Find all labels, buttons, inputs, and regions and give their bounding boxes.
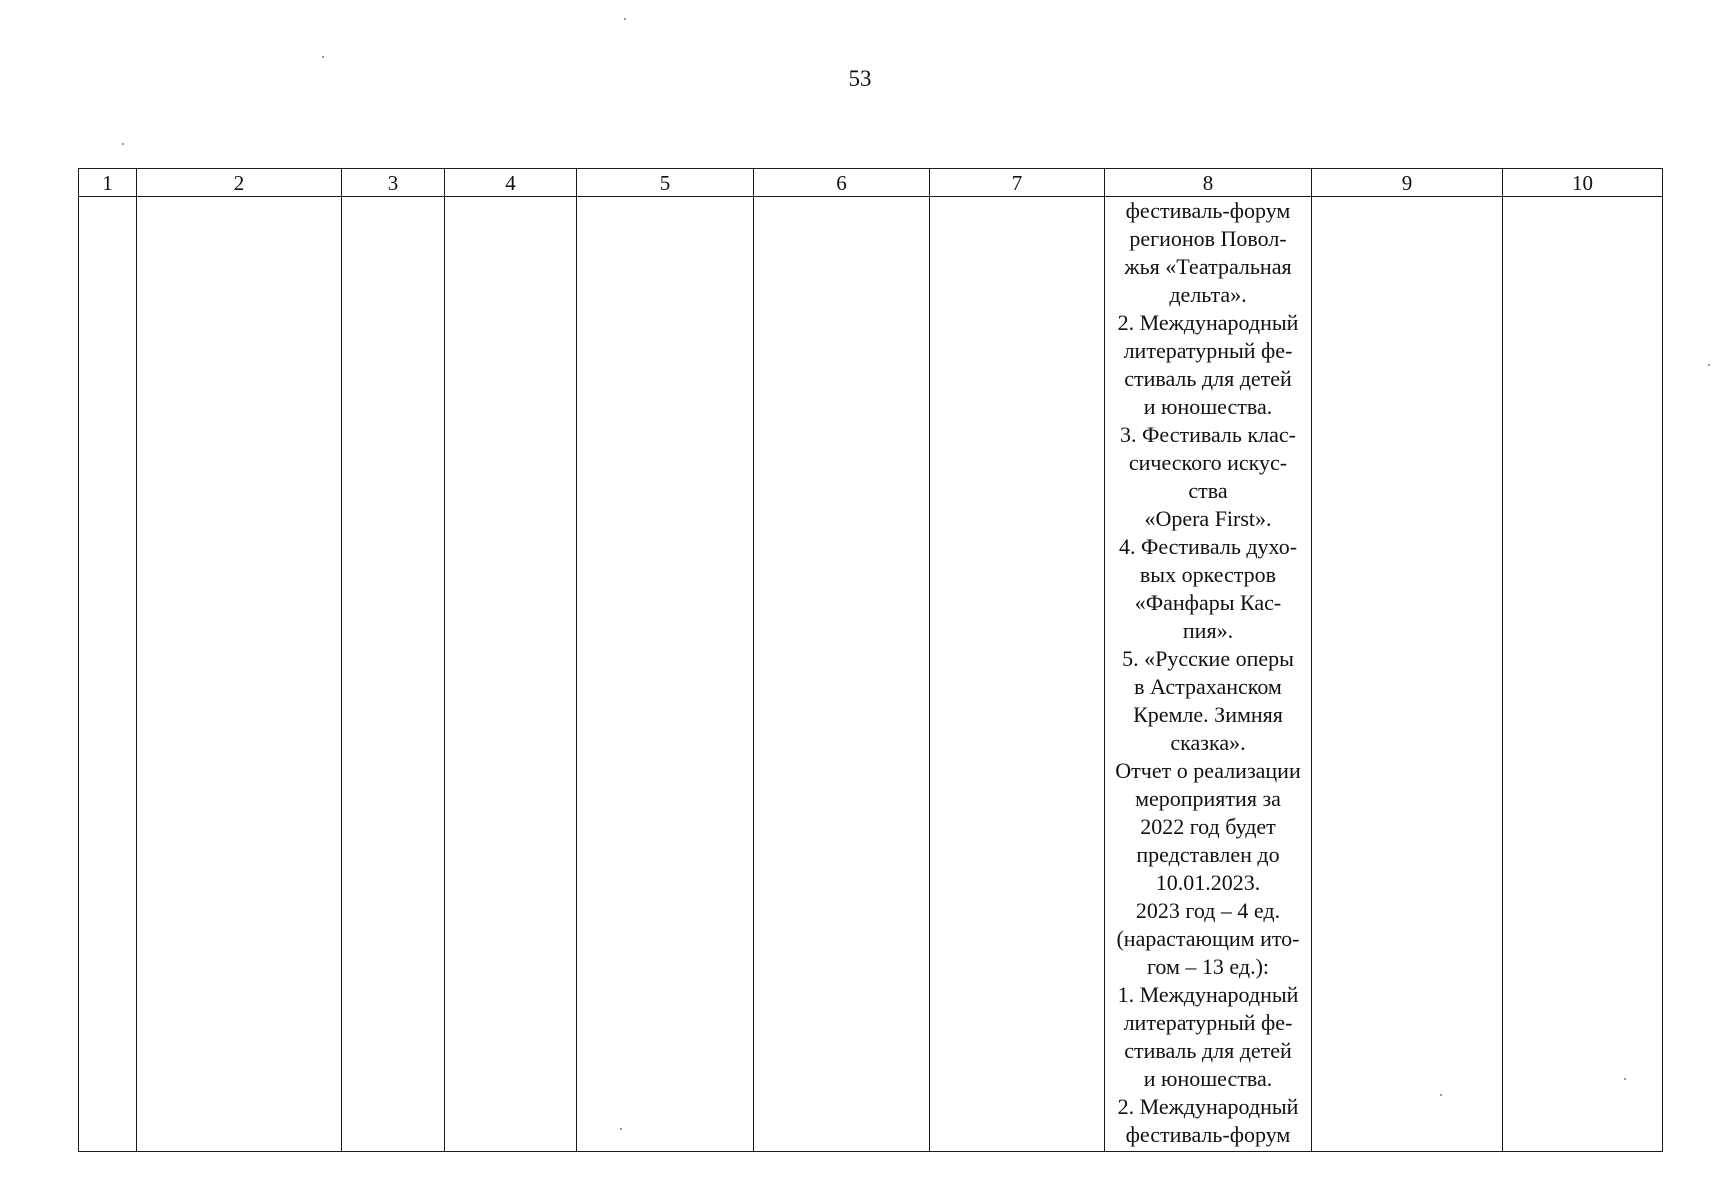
column-header-6: 6 [754,169,930,197]
header-row [79,169,1663,197]
cell-text-line: литературный фе- [1123,1010,1293,1035]
cell-text-line: 4. Фестиваль духо- [1118,534,1298,559]
cell-text-line: дельта». [1169,282,1247,307]
column-header-4: 4 [445,169,577,197]
cell-text-line: литературный фе- [1123,338,1293,363]
scan-speck [1440,1094,1442,1096]
cell-text-line: Кремле. Зимняя [1133,702,1283,727]
cell-col-7 [930,197,1105,1152]
column-header-2: 2 [137,169,342,197]
cell-text-line: 2023 год – 4 ед. [1135,898,1281,923]
cell-text-line: (нарастающим ито- [1116,926,1300,951]
scan-speck [624,18,626,20]
cell-text-line: Отчет о реализации [1115,758,1301,783]
cell-text-line: сического искус- [1128,450,1288,475]
table-row [79,197,1663,1152]
cell-col-5 [577,197,754,1152]
cell-text-line: представлен до [1136,842,1280,867]
column-header-10: 10 [1503,169,1663,197]
cell-text-line: 1. Международный [1117,982,1299,1007]
scan-speck [620,1128,622,1130]
cell-text-line: ства [1188,478,1228,503]
cell-text-line: «Opera First». [1144,506,1272,531]
page-number: 53 [848,66,872,91]
cell-text-line: 3. Фестиваль клас- [1120,422,1296,447]
scan-speck [122,143,124,145]
column-header-3: 3 [342,169,445,197]
column-header-1: 1 [79,169,137,197]
column-header-9: 9 [1312,169,1503,197]
column-header-7: 7 [930,169,1105,197]
column-header-8: 8 [1105,169,1312,197]
scan-speck [322,56,324,58]
cell-col-4 [445,197,577,1152]
cell-text-line: жья «Театральная [1124,254,1292,279]
cell-text-line: мероприятия за [1135,786,1281,811]
cell-text-line: вых оркестров [1139,562,1277,587]
cell-col-1 [79,197,137,1152]
cell-col-9 [1312,197,1503,1152]
cell-text-line: регионов Повол- [1129,226,1287,251]
cell-text-line: гом – 13 ед.): [1146,954,1270,979]
cell-text-line: и юношества. [1143,1066,1273,1091]
cell-text-line: пия». [1182,618,1234,643]
cell-text-line: фестиваль-форум [1125,198,1291,223]
scan-speck [1708,364,1710,366]
cell-text-line: стиваль для детей [1124,1038,1292,1063]
cell-text-line: «Фанфары Кас- [1134,590,1282,615]
data-table [78,168,1663,1152]
cell-text-line: в Астраханском [1134,674,1282,699]
cell-col-2 [137,197,342,1152]
cell-text-line: фестиваль-форум [1125,1122,1291,1147]
cell-col-3 [342,197,445,1152]
cell-text-line: 2. Международный [1117,1094,1299,1119]
cell-col-6 [754,197,930,1152]
cell-text-line: стиваль для детей [1124,366,1292,391]
cell-text-line: 2. Международный [1117,310,1299,335]
cell-text-line: 2022 год будет [1140,814,1276,839]
cell-text-line: сказка». [1170,730,1246,755]
cell-col-10 [1503,197,1663,1152]
cell-col-8 [1105,197,1312,1152]
cell-text-line: и юношества. [1143,394,1273,419]
scan-speck [1624,1078,1626,1080]
cell-text-line: 10.01.2023. [1155,870,1261,895]
column-header-5: 5 [577,169,754,197]
cell-text-line: 5. «Русские оперы [1122,646,1294,671]
